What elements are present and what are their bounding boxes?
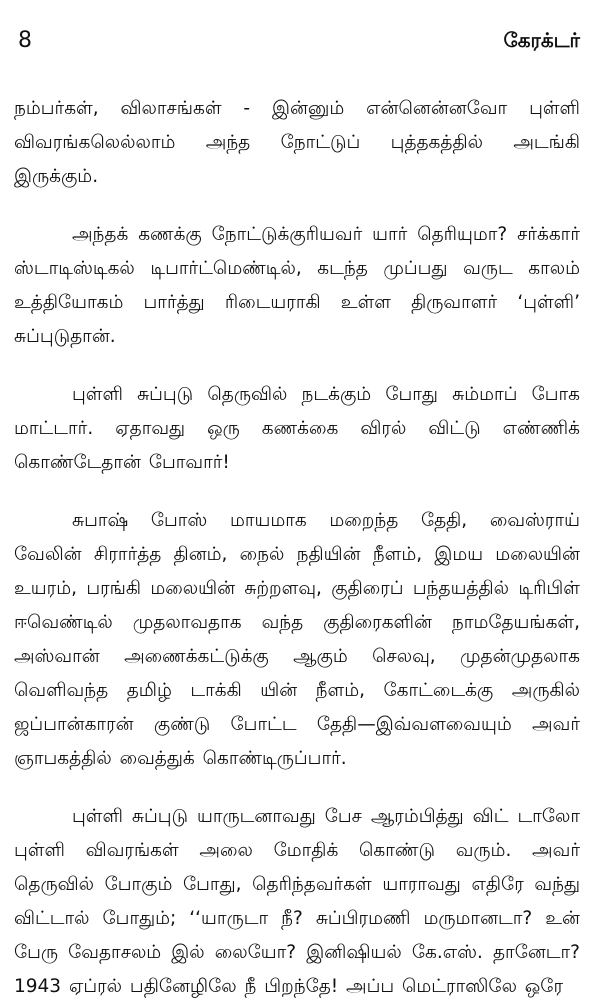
paragraph: சுபாஷ் போஸ் மாயமாக மறைந்த தேதி, வைஸ்ராய் வேலின் சிரார்த்த தினம், நைல் நதியின் நீளம், இமய மலையின் உயரம், பரங்கி மலையின் சுற்றளவு, குதிரைப் பந்தயத்தில் டிரிபிள் ஈவெண்டில் முதலாவதாக வந்த குதிரைகளின் நாமதேயங்கள், அஸ்வான் அணைக்கட்டுக்கு ஆகும் செலவு, முதன்முதலாக வெளிவந்த தமிழ் டாக்கி யின் நீளம், கோட்டைக்கு அருகில் ஜப்பான்காரன் குண்டு போட்ட தேதி—இவ்வளவையும் அவர் ஞாபகத்தில் வைத்துக் கொண்டிருப்பார். — [14, 510, 580, 769]
page-body — [14, 92, 580, 1004]
page-number: 8 — [18, 28, 32, 53]
paragraph: புள்ளி சுப்புடு தெருவில் நடக்கும் போது சும்மாப் போக மாட்டார். ஏதாவது ஒரு கணக்கை விரல் விட்டு எண்ணிக் கொண்டேதான் போவார்! — [14, 384, 580, 473]
paragraph: புள்ளி சுப்புடு யாருடனாவது பேச ஆரம்பித்து விட் டாலோ புள்ளி விவரங்கள் அலை மோதிக் கொண்டு வரும். அவர் தெருவில் போகும் போது, தெரிந்தவர்கள் யாராவது எதிரே வந்து விட்டால் போதும்; ‘‘யாருடா நீ? சுப்பிரமணி மருமானடா? உன் பேரு வேதாசலம் இல் லையோ? இனிஷியல் கே.எஸ். தானேடா? 1943 ஏப்ரல் பதினேழிலே நீ பிறந்தே! அப்ப மெட்ராஸிலே ஒரே — [14, 806, 580, 997]
paragraph: அந்தக் கணக்கு நோட்டுக்குரியவர் யார் தெரியுமா? சர்க்கார் ஸ்டாடிஸ்டிகல் டிபார்ட்மெண்டில், கடந்த முப்பது வருட காலம் உத்தியோகம் பார்த்து ரிடையராகி உள்ள திருவாளர் ‘புள்ளி’ சுப்புடுதான். — [14, 224, 581, 347]
paragraph: நம்பர்கள், விலாசங்கள் - இன்னும் என்னென்னவோ புள்ளி விவரங்கலெல்லாம் அந்த நோட்டுப் புத்தகத்தில் அடங்கி இருக்கும். — [14, 98, 580, 187]
page-header — [14, 28, 580, 68]
running-title: கேரக்டர் — [503, 28, 580, 52]
